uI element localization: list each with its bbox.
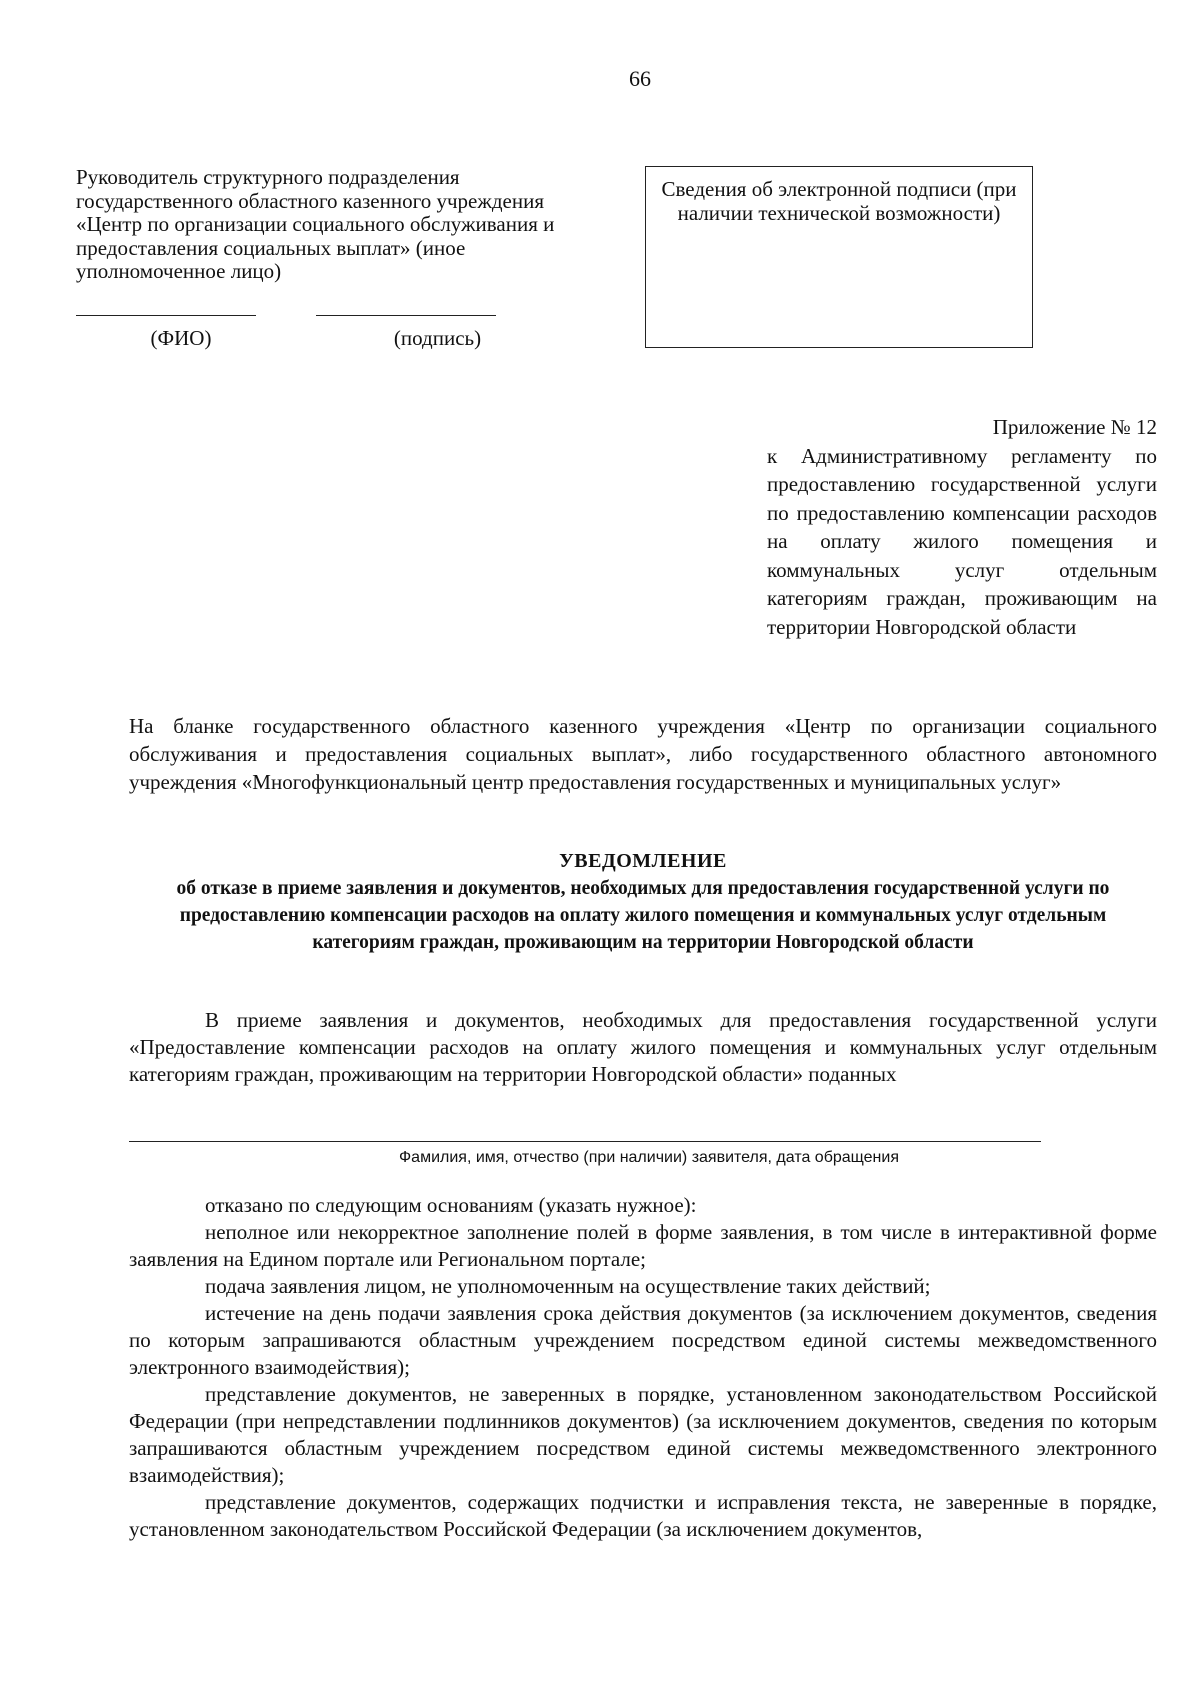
grounds-lead: отказано по следующим основаниям (указать нужное):: [205, 1193, 697, 1217]
grounds-list: [129, 1192, 1157, 1543]
esignature-text: Сведения об электронной подписи (при наличии технической возможности): [661, 177, 1017, 225]
intro-paragraph: В приеме заявления и документов, необходимых для предоставления государственной услуги «Предоставление компенсации расходов на оплату жилого помещения и коммунальных услуг отдельным категориям граждан, проживающим на территории Новгородской области» поданных: [129, 1008, 1157, 1086]
fio-line: [76, 315, 256, 316]
letterhead-note: На бланке государственного областного казенного учреждения «Центр по организации социального обслуживания и предоставления социальных выплат», либо государственного областного автономного учреждения «Многофункциональный центр предоставления государственных и муниципальных услуг»: [129, 714, 1157, 794]
appendix-body: к Административному регламенту по предоставлению государственной услуги по предоставлению компенсации расходов на оплату жилого помещения и коммунальных услуг отдельным категориям граждан, проживающим на территории Новгородской области: [767, 443, 1157, 639]
notice-subtitle: об отказе в приеме заявления и документов, необходимых для предоставления государственной услуги по предоставлению компенсации расходов на оплату жилого помещения и коммунальных услуг отдельным категориям граждан, проживающим на территории Новгородской области: [176, 878, 1110, 953]
fio-label: (ФИО): [150, 326, 212, 350]
list-item: подача заявления лицом, не уполномоченным на осуществление таких действий;: [205, 1274, 931, 1298]
list-item: истечение на день подачи заявления срока действия документов (за исключением документов, сведения по которым запрашиваются областным учреждением посредством единой системы межведомственного электронного взаимодействия);: [129, 1301, 1157, 1379]
applicant-caption: Фамилия, имя, отчество (при наличии) заявителя, дата обращения: [399, 1149, 899, 1166]
appendix-title: Приложение № 12: [992, 415, 1157, 439]
applicant-fill-line: [129, 1141, 1041, 1142]
esignature-box: [645, 166, 1033, 348]
signature-line: [316, 315, 496, 316]
notice-heading: [129, 848, 1157, 956]
list-item: представление документов, содержащих подчистки и исправления текста, не заверенные в порядке, установленном законодательством Российской Федерации (за исключением документов,: [129, 1490, 1157, 1541]
list-item: неполное или некорректное заполнение полей в форме заявления, в том числе в интерактивной форме заявления на Едином портале или Региональном портале;: [129, 1220, 1157, 1271]
notice-title: УВЕДОМЛЕНИЕ: [559, 850, 727, 872]
list-item: представление документов, не заверенных в порядке, установленном законодательством Российской Федерации (при непредставлении подлинников документов) (за исключением документов, сведения по которым запрашиваются областным учреждением посредством единой системы межведомственного электронного взаимодействия);: [129, 1382, 1157, 1487]
page-number: 66: [629, 66, 651, 91]
appendix-block: [767, 413, 1157, 641]
signer-position: Руководитель структурного подразделения государственного областного казенного учреждения «Центр по организации социального обслуживания и предоставления социальных выплат» (иное уполномоченное лицо): [76, 165, 555, 283]
signature-label: (подпись): [393, 326, 482, 350]
